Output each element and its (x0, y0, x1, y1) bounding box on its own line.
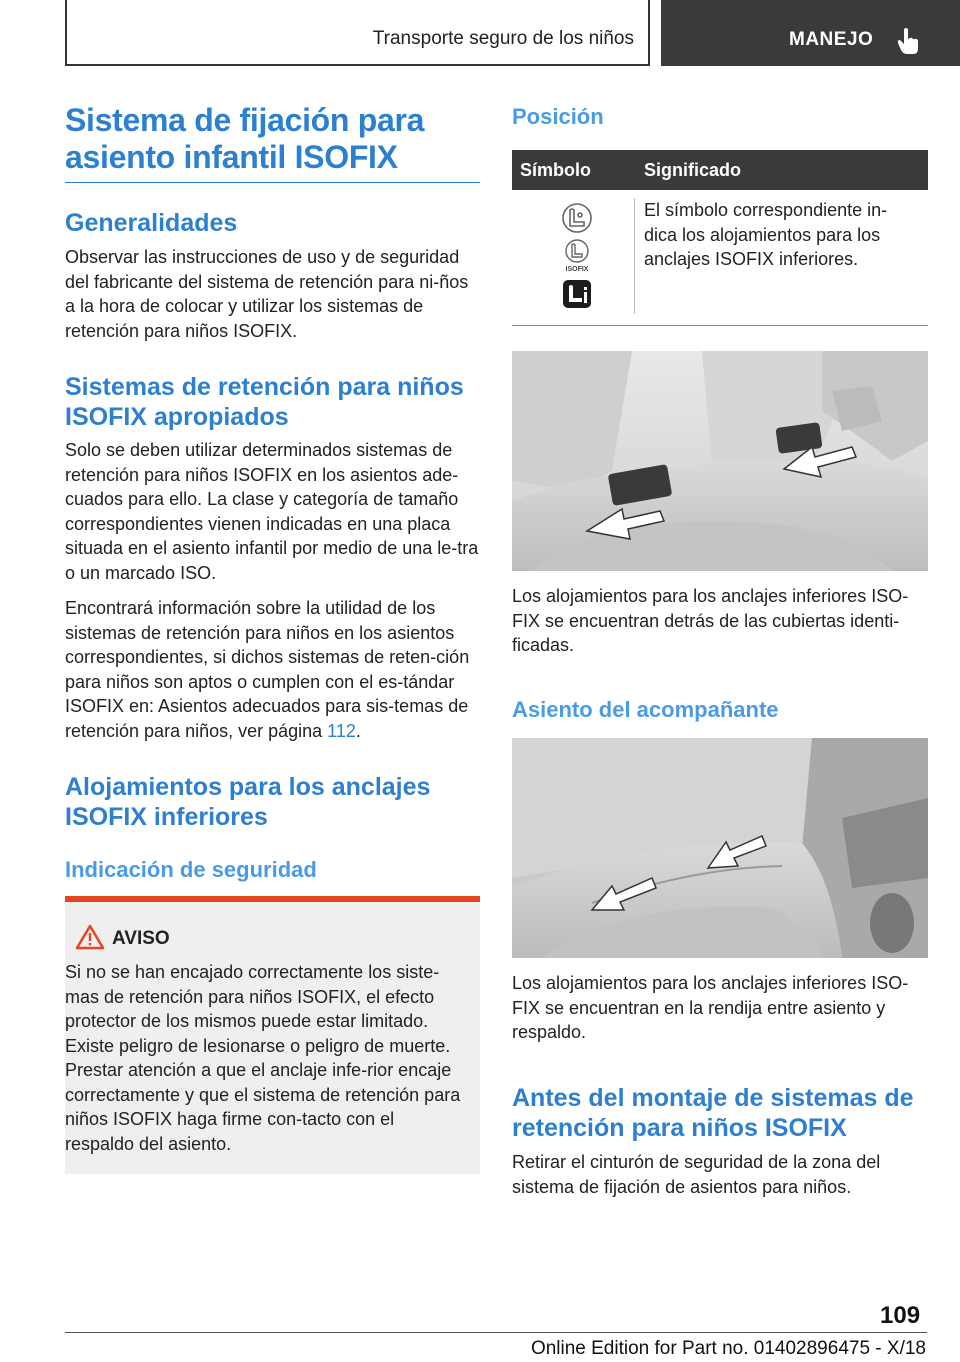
child-seat-icon (563, 204, 591, 232)
heading-generalidades: Generalidades (65, 209, 238, 237)
col-significado: Significado (644, 160, 742, 180)
page-number: 109 (880, 1302, 921, 1329)
caption-passenger-seat: Los alojamientos para los anclajes inferiores ISO-FIX se encuentran en la rendija entre asiento y respaldo. (512, 973, 909, 1042)
caption-rear-seat: Los alojamientos para los anclajes inferiores ISO-FIX se encuentran detrás de las cubiertas identi-ficadas. (512, 586, 909, 655)
chapter-title: Transporte seguro de los niños (372, 28, 634, 49)
footer-edition: Online Edition for Part no. 01402896475 - X/18 (530, 1338, 926, 1359)
warning-title: AVISO (112, 928, 170, 949)
isofix-child-seat-icon (566, 240, 588, 262)
antes-montaje-text: Retirar el cinturón de seguridad de la zona del sistema de fijación de asientos para niños. (512, 1152, 881, 1197)
warning-triangle-icon (75, 924, 105, 950)
symbol-meaning: El símbolo correspondiente in-dica los alojamientos para los anclajes ISOFIX inferiores. (644, 200, 888, 269)
apropiados-text1: Solo se deben utilizar determinados sistemas de retención para niños ISOFIX en los asientos ade-cuados para ello. La clase y categoría de tamaño correspondientes vienen indicadas en una placa situada en el asiento infantil por medio de una le-tra o un marcado ISO. (65, 440, 479, 583)
heading-indicacion-seguridad: Indicación de seguridad (65, 857, 317, 882)
symbol-cell (520, 198, 635, 314)
pointing-hand-icon (897, 27, 921, 55)
heading-antes-montaje: Antes del montaje de sistemas de retención para niños ISOFIX (512, 1084, 914, 1142)
apropiados-text2-body: Encontrará información sobre la utilidad de los sistemas de retención para niños en los asientos correspondientes, si dichos sistemas de reten-ción para niños son aptos o cumplen con el es-tándar ISOFIX en: Asientos adecuados para sis-temas de retención para niños, ver página (65, 598, 470, 741)
svg-text:ISOFIX: ISOFIX (565, 266, 589, 273)
warning-text: Si no se han encajado correctamente los siste-mas de retención para niños ISOFIX, el efecto protector de los mismos puede estar limitado. Existe peligro de lesionarse o peligro de muerte. Prestar atención a que el anclaje infe-rior encaje correctamente y que el sistema de retención para niños ISOFIX haga firme con-tacto con el respaldo del asiento. (65, 962, 461, 1154)
section-label: MANEJO (789, 29, 874, 50)
apropiados-text2 (65, 596, 481, 743)
title-divider (65, 182, 480, 183)
heading-alojamientos: Alojamientos para los anclajes ISOFIX inferiores (65, 773, 431, 831)
child-seat-info-icon (563, 280, 591, 308)
apropiados-text2-end: . (355, 720, 361, 741)
generalidades-text: Observar las instrucciones de uso y de seguridad del fabricante del sistema de retención para ni-ños a la hora de colocar y utilizar los sistemas de retención para niños ISOFIX. (65, 247, 469, 341)
header-chapter-box (65, 0, 650, 66)
rear-seat-photo (512, 351, 928, 571)
heading-apropiados: Sistemas de retención para niños ISOFIX apropiados (65, 373, 464, 431)
table-bottom-rule (512, 325, 928, 326)
symbol-table-header (512, 150, 928, 190)
heading-posicion: Posición (512, 104, 604, 129)
header-section-tab[interactable] (661, 0, 960, 66)
page-link-112[interactable]: 112 (327, 720, 356, 741)
footer-rule (65, 1332, 927, 1333)
warning-box (65, 896, 480, 1174)
col-simbolo: Símbolo (520, 160, 591, 180)
heading-asiento-acompanante: Asiento del acompañante (512, 697, 779, 722)
child-seat-icon (520, 198, 635, 314)
main-title: Sistema de fijación para asiento infantil ISOFIX (65, 102, 425, 175)
passenger-seat-photo (512, 738, 928, 958)
